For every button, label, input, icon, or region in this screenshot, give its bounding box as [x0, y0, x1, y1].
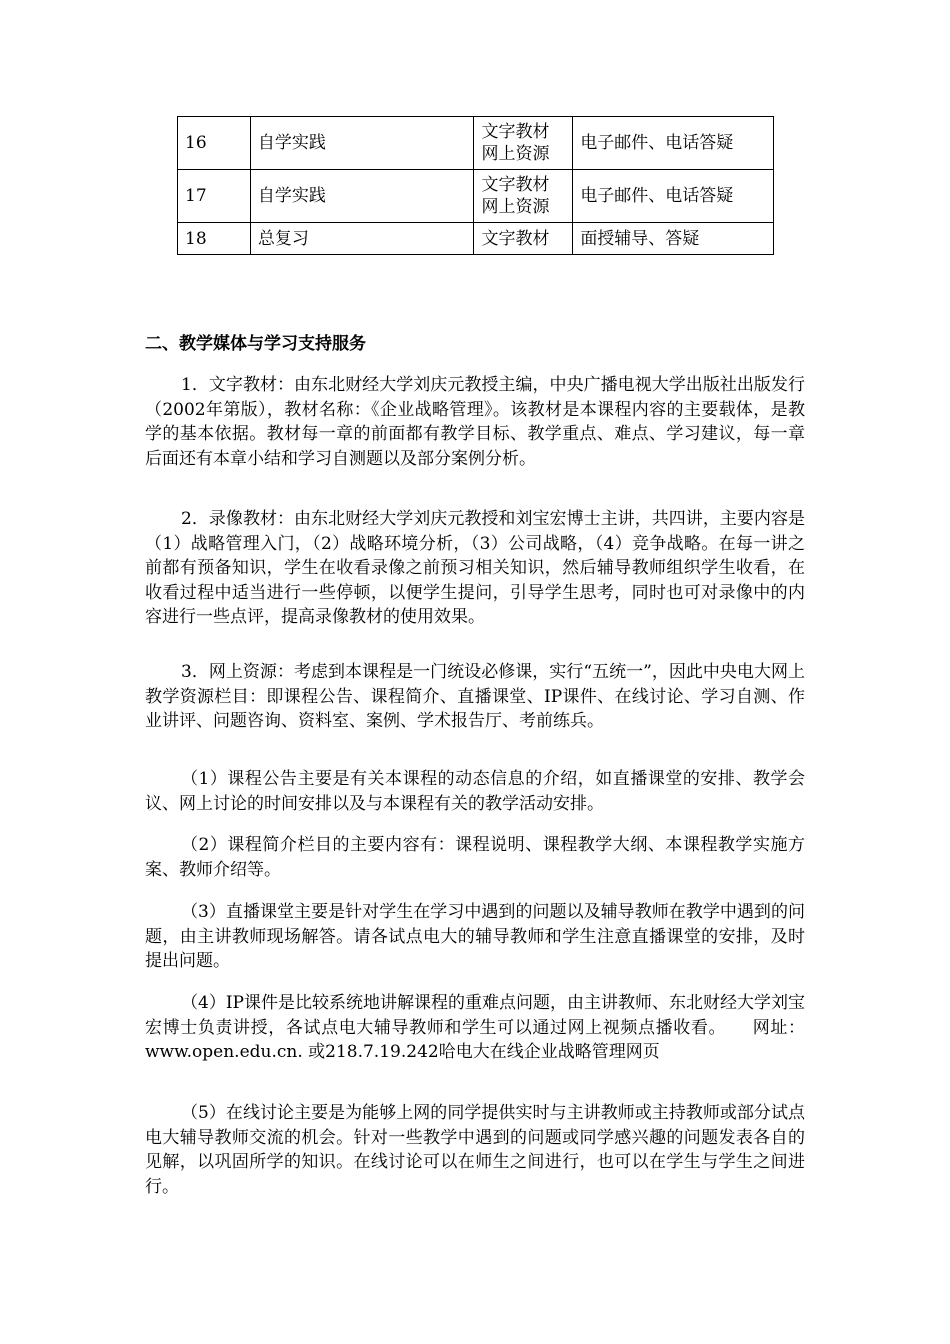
schedule-table — [177, 116, 774, 255]
table-cell-number: 16 — [178, 117, 251, 170]
table-cell-support: 面授辅导、答疑 — [573, 223, 774, 255]
table-cell-media: 文字教材 网上资源 — [474, 170, 573, 223]
table-cell-support: 电子邮件、电话答疑 — [573, 117, 774, 170]
paragraph-course-announcement: （1）课程公告主要是有关本课程的动态信息的介绍，如直播课堂的安排、教学会议、网上讨论的时间安排以及与本课程有关的教学活动安排。 — [145, 769, 805, 814]
table-cell-content: 自学实践 — [250, 117, 474, 170]
table-row — [178, 117, 774, 170]
table-cell-number: 18 — [178, 223, 251, 255]
section-heading: 二、教学媒体与学习支持服务 — [145, 334, 366, 354]
table-cell-media: 文字教材 网上资源 — [474, 117, 573, 170]
paragraph-video-materials: 2．录像教材：由东北财经大学刘庆元教授和刘宝宏博士主讲，共四讲，主要内容是（1）战略管理入门，（2）战略环境分析，（3）公司战略，（4）竞争战略。在每一讲之前都有预备知识，学生在收看录像之前预习相关知识，然后辅导教师组织学生收看，在收看过程中适当进行一些停顿，以便学生提问，引导学生思考，同时也可对录像中的内容进行一些点评，提高录像教材的使用效果。 — [145, 509, 805, 627]
paragraph-online-discussion: （5）在线讨论主要是为能够上网的同学提供实时与主讲教师或主持教师或部分试点电大辅导教师交流的机会。针对一些教学中遇到的问题或同学感兴趣的问题发表各自的见解，以巩固所学的知识。在线讨论可以在师生之间进行，也可以在学生与学生之间进行。 — [145, 1103, 805, 1197]
table-cell-content: 自学实践 — [250, 170, 474, 223]
paragraph-online-resources: 3．网上资源：考虑到本课程是一门统设必修课，实行“五统一”，因此中央电大网上教学资源栏目：即课程公告、课程简介、直播课堂、IP课件、在线讨论、学习自测、作业讲评、问题咨询、资料室、案例、学术报告厅、考前练兵。 — [145, 662, 805, 731]
table-row — [178, 170, 774, 223]
table-cell-number: 17 — [178, 170, 251, 223]
paragraph-ip-courseware: （4）IP课件是比较系统地讲解课程的重难点问题，由主讲教师、东北财经大学刘宝宏博士负责讲授，各试点电大辅导教师和学生可以通过网上视频点播收看。 网址：www.open.edu.cn. 或218.7.19.242哈电大在线企业战略管理网页 — [145, 993, 805, 1062]
table-row — [178, 223, 774, 255]
table-cell-media: 文字教材 — [474, 223, 573, 255]
table-cell-support: 电子邮件、电话答疑 — [573, 170, 774, 223]
paragraph-text-materials: 1．文字教材：由东北财经大学刘庆元教授主编，中央广播电视大学出版社出版发行（2002年第版），教材名称：《企业战略管理》。该教材是本课程内容的主要载体，是教学的基本依据。教材每一章的前面都有教学目标、教学重点、难点、学习建议，每一章后面还有本章小结和学习自测题以及部分案例分析。 — [145, 375, 805, 469]
paragraph-course-intro: （2）课程简介栏目的主要内容有：课程说明、课程教学大纲、本课程教学实施方案、教师介绍等。 — [145, 835, 805, 880]
table-cell-content: 总复习 — [250, 223, 474, 255]
paragraph-live-classroom: （3）直播课堂主要是针对学生在学习中遇到的问题以及辅导教师在教学中遇到的问题，由主讲教师现场解答。请各试点电大的辅导教师和学生注意直播课堂的安排，及时提出问题。 — [145, 902, 805, 971]
